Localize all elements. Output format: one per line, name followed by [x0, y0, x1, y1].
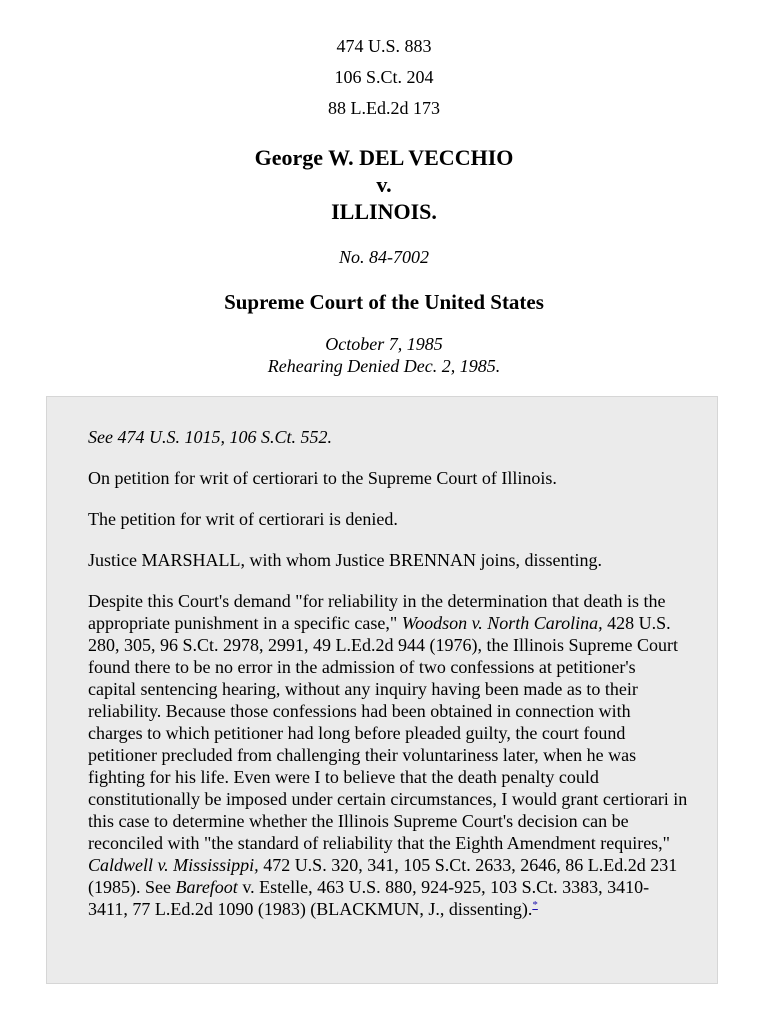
see-also-citation: See 474 U.S. 1015, 106 S.Ct. 552. — [88, 427, 332, 447]
petitioner-name: George W. DEL VECCHIO — [254, 145, 514, 170]
case-name-barefoot: Barefoot — [175, 877, 238, 897]
case-name-caldwell: Caldwell v. Mississippi, — [88, 855, 259, 875]
dissent-text-4: v. Estelle, 463 U.S. 880, 924-925, 103 S.Ct. 3383, 3410-3411, 77 L.Ed.2d 1090 (1983) (BLACKMUN, J., dissenting). — [88, 877, 650, 919]
court-name: Supreme Court of the United States — [224, 290, 544, 314]
case-title — [0, 144, 768, 225]
dissent-text-1: Despite this Court's demand "for reliability in the determination that death is the appropriate punishment in a specific case," — [88, 591, 666, 633]
opinion-panel — [46, 396, 718, 984]
versus-label: v. — [376, 172, 392, 197]
citation-supreme-court-reporter: 106 S.Ct. 204 — [334, 67, 434, 87]
docket-number: No. 84-7002 — [339, 247, 429, 267]
petition-statement: On petition for writ of certiorari to the Supreme Court of Illinois. — [88, 468, 557, 488]
footnote-link[interactable]: * — [532, 899, 538, 911]
respondent-name: ILLINOIS. — [331, 199, 437, 224]
decided-date: October 7, 1985 — [325, 334, 443, 354]
dissent-body — [88, 590, 688, 920]
disposition-statement: The petition for writ of certiorari is denied. — [88, 509, 398, 529]
dissent-text-3: 472 U.S. 320, 341, 105 S.Ct. 2633, 2646, 86 L.Ed.2d 231 (1985). See — [88, 855, 678, 897]
case-name-woodson: Woodson v. North Carolina, — [401, 613, 603, 633]
dissent-intro: Justice MARSHALL, with whom Justice BRENNAN joins, dissenting. — [88, 550, 603, 570]
opinion-text — [88, 426, 688, 920]
dissent-text-2: 428 U.S. 280, 305, 96 S.Ct. 2978, 2991, 49 L.Ed.2d 944 (1976), the Illinois Supreme Court found there to be no error in the admission of two confessions at petitioner's capital sentencing hearing, without any inquiry having been made as to their reliability. Because those confessions had been obtained in connection with charges to which petitioner had long before pleaded guilty, the court found petitioner precluded from challenging their voluntariness later, when he was fighting for his life. Even were I to believe that the death penalty could constitutionally be imposed under certain circumstances, I would grant certiorari in this case to determine whether the Illinois Supreme Court's decision can be reconciled with "the standard of reliability that the Eighth Amendment requires," — [88, 613, 688, 853]
citation-lawyers-edition: 88 L.Ed.2d 173 — [328, 98, 440, 118]
rehearing-date: Rehearing Denied Dec. 2, 1985. — [267, 356, 501, 376]
decision-dates — [0, 333, 768, 377]
citation-us-reports: 474 U.S. 883 — [336, 36, 432, 56]
